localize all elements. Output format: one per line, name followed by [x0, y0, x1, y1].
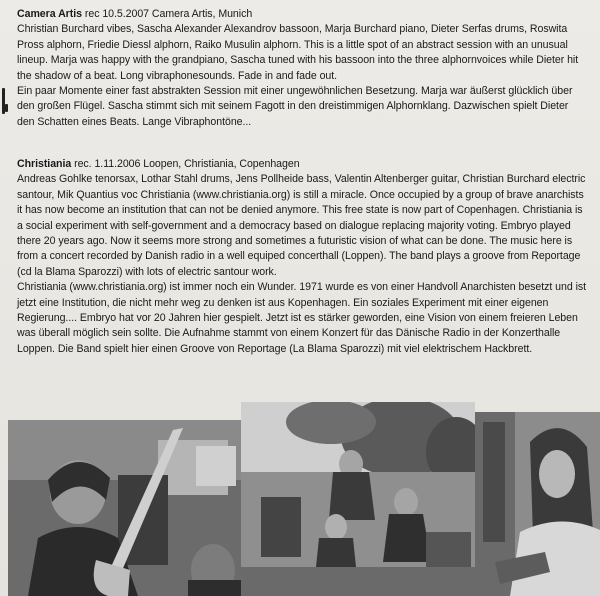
photo-image	[241, 402, 475, 596]
section-heading	[17, 7, 587, 22]
section-camera-artis	[17, 7, 587, 130]
recording-details: rec 10.5.2007 Camera Artis, Munich	[84, 8, 253, 20]
photo-musician-long-hair	[475, 412, 600, 596]
photo-musician-alphorn	[8, 420, 241, 596]
venue-name: Christiania	[17, 158, 72, 170]
venue-name: Camera Artis	[17, 8, 82, 20]
section-heading	[17, 157, 587, 172]
photo-image	[475, 412, 600, 596]
photo-band-outdoors	[241, 402, 475, 596]
photo-image	[8, 420, 241, 596]
photo-strip	[0, 402, 600, 596]
section-christiania	[17, 157, 587, 357]
recording-details: rec. 1.11.2006 Loopen, Christiania, Copenhagen	[74, 158, 300, 170]
english-text: Andreas Gohlke tenorsax, Lothar Stahl drums, Jens Pollheide bass, Valentin Altenberger guitar, Christian Burchard electric santour, Mik Quantius voc Christiania (www.christiania.org) is still a miracle. Once occupied by a group of brave anarchists it has now become an institution that can not be denied anymore. This free state is now part of Copenhagen. Christiania is a social experiment with self-government and a democracy based on dialogue replacing majority voting. Embryo played there 20 years ago. Now it seems more strong and sometimes a futuristic vision of what can be done. The music here is from a concert recorded by Danish radio in a well equiped concerthall (Loppen). The band plays a groove from Reportage (cd la Blama Sparozzi) with lots of electric santour work.	[17, 173, 586, 278]
page-edge-mark	[5, 104, 8, 112]
german-text: Christiania (www.christiania.org) ist immer noch ein Wunder. 1971 wurde es von einer Handvoll Anarchisten besetzt und ist jetzt eine Institution, die nicht mehr weg zu denken ist aus Kopenhagen. Ein soziales Experiment mit einer eigenen Regierung.... Embryo hat vor 20 Jahren hier gespielt. Jetzt ist es stärker geworden, eine Vision von einem freieren Leben was überall möglich sein sollte. Die Aufnahme stammt von einem Konzert für das Dänische Radio in der Konzerthalle Loppen. Die Band spielt hier einen Groove von Reportage (La Blama Sparozzi) mit viel elektrischem Hackbrett.	[17, 281, 587, 355]
english-text: Christian Burchard vibes, Sascha Alexander Alexandrov bassoon, Marja Burchard piano, Dieter Serfas drums, Roswita Pross alphorn, Friedie Diessl alphorn, Raiko Musulin alphorn. This is a little spot of an abstract session with an unusual lineup. Marja was happy with the grandpiano, Sascha tuned with his bassoon into the three alphornvoices while Dieter hit the shadow of a beat. Long vibraphonesounds. Fade in and fade out.	[17, 23, 579, 82]
german-text: Ein paar Momente einer fast abstrakten Session mit einer ungewöhnlichen Besetzung. Marja war äußerst glücklich über den großen Flügel. Sascha stimmt sich mit seinem Fagott in den dreistimmigen Alphornklang. Dazwischen spielt Dieter den Schatten eines Beats. Lange Vibraphontöne...	[17, 85, 573, 128]
